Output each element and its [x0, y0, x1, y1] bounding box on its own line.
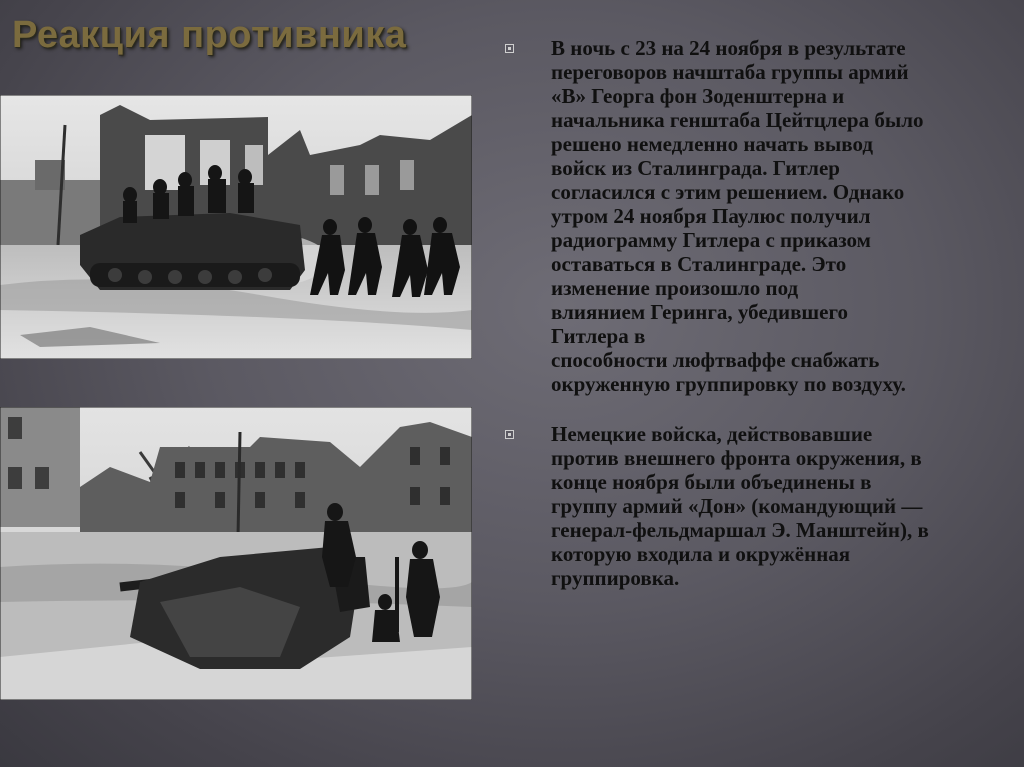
- bullet-marker-icon: [505, 430, 514, 439]
- bullet-marker-icon: [505, 44, 514, 53]
- slide-title: Реакция противника: [12, 14, 407, 56]
- bullet-item-2: [505, 422, 1005, 590]
- bullet-item-1: [505, 36, 1005, 396]
- photo-soldiers-advancing-with-assault-gun: [0, 95, 472, 359]
- bullet-text: Немецкие войска, действовавшие против внешнего фронта окружения, в конце ноября были объединены в группу армий «Дон» (командующий — генерал-фельдмаршал Э. Манштейн), в которую входила и окружённая группировка.: [551, 422, 929, 590]
- photo-destroyed-gun-and-soldiers: [0, 407, 472, 700]
- bullet-list: [505, 36, 1005, 590]
- bullet-text: В ночь с 23 на 24 ноября в результате переговоров начштаба группы армий «В» Георга фон Зоденштерна и начальника генштаба Цейтцлера было решено немедленно начать вывод войск из Сталинграда. Гитлер согласился с этим решением. Однако утром 24 ноября Паулюс получил радиограмму Гитлера с приказом оставаться в Сталинграде. Это изменение произошло под влиянием Геринга, убедившего Гитлера в способности люфтваффе снабжать окруженную группировку по воздуху.: [551, 36, 924, 396]
